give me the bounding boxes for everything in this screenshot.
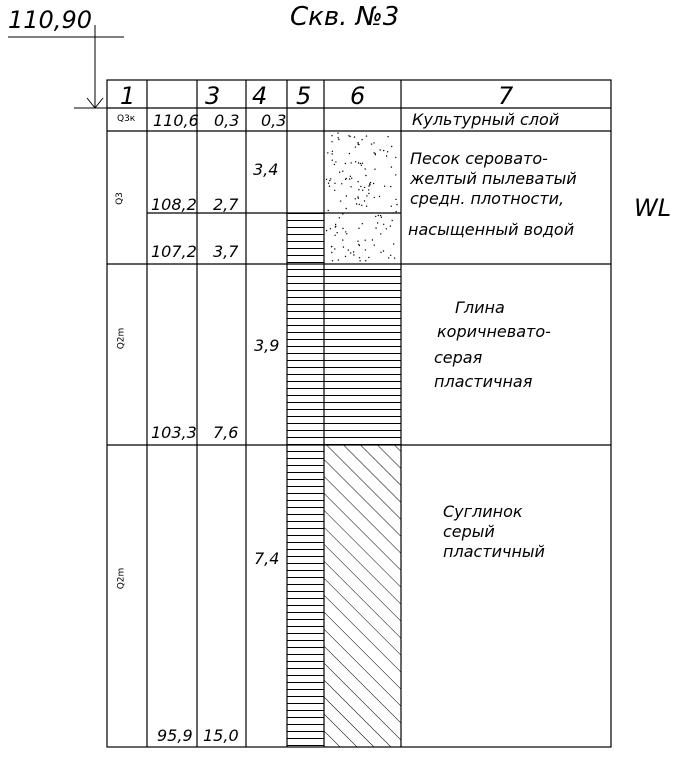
sand-dot: [365, 168, 366, 169]
sand-dot: [337, 232, 338, 233]
sand-dot: [366, 135, 367, 136]
sand-dot: [338, 137, 339, 138]
sand-dot: [342, 239, 343, 240]
sand-dot: [372, 239, 373, 240]
sand-dot: [342, 228, 343, 229]
sand-dot: [332, 160, 333, 161]
sand-dot: [345, 231, 346, 232]
layer3-thickness: 3,9: [254, 336, 280, 355]
sand-dot: [380, 252, 381, 253]
layer2-thickness: 3,4: [253, 160, 279, 179]
sand-dot: [365, 240, 366, 241]
sand-dot: [380, 215, 381, 216]
sand-dot: [334, 190, 335, 191]
layer2-elevation-1: 108,2: [151, 195, 197, 214]
layer4-age: Q2m: [116, 567, 127, 590]
sand-dot: [355, 146, 356, 147]
sand-dot: [379, 196, 380, 197]
sand-dot: [390, 255, 391, 256]
sand-dot: [374, 169, 375, 170]
sand-dot: [353, 251, 354, 252]
sand-dot: [332, 151, 333, 152]
layer3-elevation: 103,3: [151, 423, 197, 442]
layer2-depth-1: 2,7: [213, 195, 239, 214]
layer4-description-1: Суглинок: [443, 502, 523, 521]
sand-dot: [334, 183, 335, 184]
sand-dot: [391, 166, 392, 167]
layer2-description-2: желтый пылеватый: [410, 169, 577, 188]
sand-dot: [343, 246, 344, 247]
header-col6: 6: [350, 82, 366, 110]
sand-dot: [365, 175, 366, 176]
sand-dot: [368, 185, 369, 186]
sand-dot: [368, 189, 369, 190]
header-col3: 3: [205, 82, 221, 110]
layer3-description-3: серая: [434, 348, 483, 367]
sand-dot: [359, 257, 360, 258]
sand-dot: [346, 233, 347, 234]
sand-dot: [358, 162, 359, 163]
sand-dot: [387, 151, 388, 152]
sand-dot: [387, 136, 388, 137]
sand-dot: [331, 141, 332, 142]
sand-dot: [331, 135, 332, 136]
sand-dot: [374, 245, 375, 246]
sand-dot: [368, 193, 369, 194]
layer4-thickness: 7,4: [254, 549, 280, 568]
sand-dot: [335, 224, 336, 225]
layer3-description-2: коричневато-: [437, 322, 551, 341]
layer1-age: Q3к: [117, 114, 136, 124]
header-col1: 1: [120, 82, 136, 110]
sand-dot: [330, 228, 331, 229]
layer3-age: Q2m: [116, 327, 127, 350]
sand-dot: [383, 224, 384, 225]
layer1-elevation: 110,6: [153, 111, 199, 130]
sand-dot: [396, 204, 397, 205]
sand-dot: [370, 182, 371, 183]
sand-dot: [337, 132, 338, 133]
sand-dot: [329, 180, 330, 181]
sand-dot: [331, 246, 332, 247]
sand-dot: [383, 250, 384, 251]
sand-dot: [377, 222, 378, 223]
header-col7: 7: [498, 82, 514, 110]
layer4-description-3: пластичный: [443, 542, 545, 561]
sand-dot: [338, 139, 339, 140]
layer2-elevation-2: 107,2: [151, 242, 197, 261]
sand-dot: [327, 152, 328, 153]
col6-loam-pattern: [324, 445, 401, 747]
sand-dot: [383, 150, 384, 151]
layer4-elevation: 95,9: [157, 726, 193, 745]
sand-dot: [345, 163, 346, 164]
sand-dot: [358, 143, 359, 144]
sand-dot: [355, 161, 356, 162]
sand-dot: [391, 146, 392, 147]
sand-dot: [328, 183, 329, 184]
sand-dot: [360, 163, 361, 164]
sand-dot: [364, 200, 365, 201]
sand-dot: [353, 254, 354, 255]
sand-dot: [359, 260, 360, 261]
sand-dot: [388, 257, 389, 258]
sand-dot: [326, 179, 327, 180]
header-col5: 5: [296, 82, 312, 110]
sand-dot: [356, 203, 357, 204]
sand-dot: [365, 260, 366, 261]
sand-dot: [357, 196, 358, 197]
sand-dot: [362, 190, 363, 191]
layer2-description-4: насыщенный водой: [408, 220, 575, 239]
sand-dot: [384, 186, 385, 187]
sand-dot: [371, 143, 372, 144]
sand-dot: [357, 181, 358, 182]
sand-dot: [396, 211, 397, 212]
sand-dot: [364, 187, 365, 188]
sand-dot: [375, 227, 376, 228]
layer1-description: Культурный слой: [412, 110, 560, 129]
sand-dot: [351, 178, 352, 179]
sand-dot: [366, 206, 367, 207]
sand-dot: [349, 136, 350, 137]
sand-dot: [375, 216, 376, 217]
sand-dot: [374, 197, 375, 198]
sand-dot: [351, 162, 352, 163]
sand-dot: [346, 195, 347, 196]
sand-dot: [380, 149, 381, 150]
sand-dot: [366, 195, 367, 196]
sand-dot: [349, 153, 350, 154]
sand-dot: [362, 223, 363, 224]
sand-dot: [354, 136, 355, 137]
sand-dot: [355, 198, 356, 199]
water-level-label: WL: [634, 194, 672, 222]
sand-dot: [358, 228, 359, 229]
sand-dot: [332, 260, 333, 261]
col6-clay-pattern: [324, 264, 401, 445]
layer2-age: Q3: [114, 192, 125, 205]
sand-dot: [360, 186, 361, 187]
sand-dot: [393, 243, 394, 244]
sand-dot: [381, 217, 382, 218]
sand-dot: [375, 154, 376, 155]
sand-dot: [358, 198, 359, 199]
sand-dot: [365, 249, 366, 250]
sand-dot: [362, 163, 363, 164]
sand-dot: [350, 186, 351, 187]
sand-dot: [373, 183, 374, 184]
sand-dot: [361, 205, 362, 206]
sand-dot: [394, 257, 395, 258]
sand-dot: [335, 161, 336, 162]
sand-dot: [348, 249, 349, 250]
col6-dots: [326, 132, 398, 261]
sand-dot: [349, 178, 350, 179]
layer3-depth: 7,6: [213, 423, 239, 442]
layer1-depth: 0,3: [214, 111, 240, 130]
sand-dot: [395, 174, 396, 175]
sand-dot: [357, 241, 358, 242]
layer3-description-1: Глина: [455, 298, 505, 317]
sand-dot: [386, 228, 387, 229]
sand-dot: [329, 186, 330, 187]
sand-dot: [331, 252, 332, 253]
sand-dot: [386, 155, 387, 156]
sand-dot: [341, 183, 342, 184]
sand-dot: [350, 176, 351, 177]
collar-elevation: 110,90: [8, 6, 92, 34]
sand-dot: [395, 199, 396, 200]
sand-dot: [326, 230, 327, 231]
sand-dot: [334, 164, 335, 165]
sand-dot: [373, 152, 374, 153]
sand-dot: [339, 217, 340, 218]
sand-dot: [358, 189, 359, 190]
borehole-title: Скв. №3: [290, 2, 400, 32]
sand-dot: [391, 206, 392, 207]
layer3-description-4: пластичная: [434, 372, 533, 391]
sand-dot: [361, 165, 362, 166]
layer4-depth: 15,0: [203, 726, 239, 745]
sand-dot: [350, 252, 351, 253]
sand-dot: [330, 178, 331, 179]
layer2-depth-2: 3,7: [213, 242, 239, 261]
header-col4: 4: [252, 82, 268, 110]
sand-dot: [390, 225, 391, 226]
sand-dot: [361, 139, 362, 140]
sand-dot: [342, 171, 343, 172]
sand-dot: [338, 259, 339, 260]
layer2-description-1: Песок сероватo-: [410, 149, 548, 168]
layer4-description-2: серый: [443, 522, 495, 541]
sand-dot: [369, 183, 370, 184]
layer1-thickness: 0,3: [261, 111, 287, 130]
sand-dot: [357, 142, 358, 143]
sand-dot: [368, 257, 369, 258]
sand-dot: [380, 233, 381, 234]
sand-dot: [346, 208, 347, 209]
sand-dot: [340, 200, 341, 201]
col5-hatch: [287, 213, 324, 747]
layer2-description-3: средн. плотности,: [410, 189, 565, 208]
sand-dot: [395, 157, 396, 158]
sand-dot: [359, 204, 360, 205]
sand-dot: [358, 244, 359, 245]
sand-dot: [339, 172, 340, 173]
sand-dot: [390, 186, 391, 187]
sand-dot: [392, 220, 393, 221]
sand-dot: [332, 153, 333, 154]
sand-dot: [378, 215, 379, 216]
sand-dot: [328, 210, 329, 211]
sand-dot: [373, 142, 374, 143]
sand-dot: [345, 256, 346, 257]
sand-dot: [334, 235, 335, 236]
sand-dot: [334, 248, 335, 249]
sand-dot: [346, 178, 347, 179]
sand-dot: [335, 226, 336, 227]
